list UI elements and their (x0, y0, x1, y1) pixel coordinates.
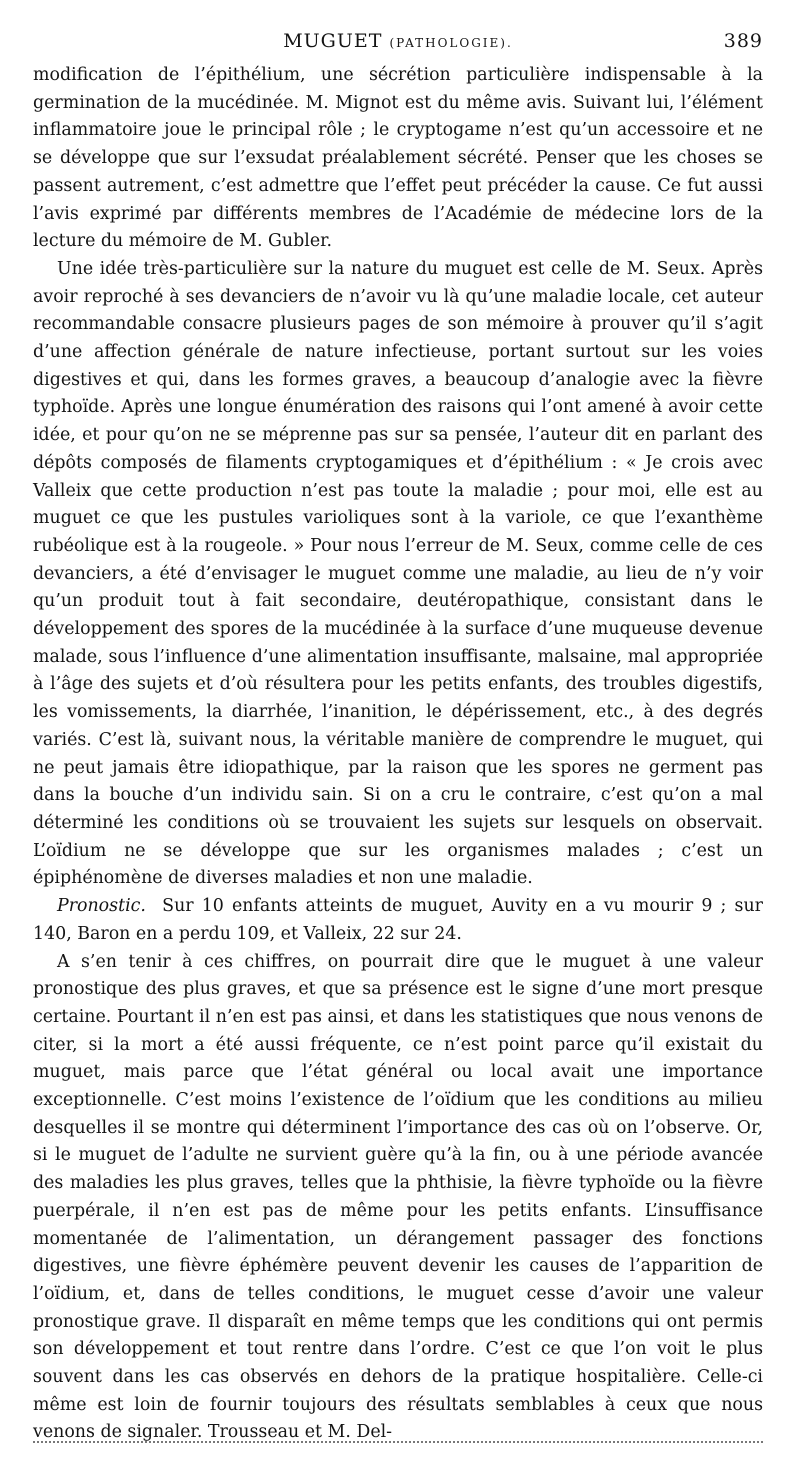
paragraph-seux: Une idée très-particulière sur la nature du muguet est celle de M. Seux. Après avoir reproché à ses devanciers de n’avoir vu là qu’une maladie locale, cet auteur recommandable consacre plusieurs pages de son mémoire à prouver qu’il s’agit d’une affection générale de nature infectieuse, portant surtout sur les voies digestives et qui, dans les formes graves, a beaucoup d’analogie avec la fièvre typhoïde. Après une longue énumération des raisons qui l’ont amené à avoir cette idée, et pour qu’on ne se méprenne pas sur sa pensée, l’auteur dit en parlant des dépôts composés de filaments cryptogamiques et d’épithélium : « Je crois avec Valleix que cette production n’est pas toute la maladie ; pour moi, elle est au muguet ce que les pustules varioliques sont à la variole, ce que l’exanthème rubéolique est à la rougeole. » Pour nous l’erreur de M. Seux, comme celle de ces devanciers, a été d’envisager le muguet comme une maladie, au lieu de n’y voir qu’un produit tout à fait secondaire, deutéropathique, consistant dans le développement des spores de la mucédinée à la surface d’une muqueuse devenue malade, sous l’influence d’une alimentation insuffisante, malsaine, mal appropriée à l’âge des sujets et d’où résultera pour les petits enfants, des troubles digestifs, les vomissements, la diarrhée, l’inanition, le dépérissement, etc., à des degrés variés. C’est là, suivant nous, la véritable manière de comprendre le muguet, qui ne peut jamais être idiopathique, par la raison que les spores ne germent pas dans la bouche d’un individu sain. Si on a cru le contraire, c’est qu’on a mal déterminé les conditions où se trouvaient les sujets sur lesquels on observait. L’oïdium ne se développe que sur les organismes malades ; c’est un épiphénomène de diverses maladies et non une maladie. (33, 258, 763, 889)
paragraph-continuation: modification de l’épithélium, une sécrétion particulière indispensable à la germination de la mucédinée. M. Mignot est du même avis. Suivant lui, l’élément inflammatoire joue le principal rôle ; le cryptogame n’est qu’un accessoire et ne se développe que sur l’exsudat préalablement sécrété. Penser que les choses se passent autrement, c’est admettre que l’effet peut précéder la cause. Ce fut aussi l’avis exprimé par différents membres de l’Académie de médecine lors de la lecture du mémoire de M. Gubler. (33, 65, 763, 252)
running-title-sub: (PATHOLOGIE). (389, 36, 513, 50)
pronostic-text: Sur 10 enfants atteints de muguet, Auvity en a vu mourir 9 ; sur 140, Baron en a perdu 109, et Valleix, 22 sur 24. (33, 896, 763, 944)
running-head (33, 30, 763, 54)
running-title-main: MUGUET (283, 30, 383, 52)
page-number: 389 (723, 30, 763, 52)
section-label-pronostic: Pronostic. (57, 896, 146, 917)
paragraph-chiffres: A s’en tenir à ces chiffres, on pourrait dire que le muguet à une valeur pronostique des plus graves, et que sa présence est le signe d’une mort presque certaine. Pourtant il n’en est pas ainsi, et dans les statistiques que nous venons de citer, si la mort a été aussi fréquente, ce n’est point parce qu’il existait du muguet, mais parce que l’état général ou local avait une importance exceptionnelle. C’est moins l’existence de l’oïdium que les conditions au milieu desquelles il se montre qui déterminent l’importance des cas où on l’observe. Or, si le muguet de l’adulte ne survient guère qu’à la fin, ou à une période avancée des maladies les plus graves, telles que la phthisie, la fièvre typhoïde ou la fièvre puerpérale, il n’en est pas de même pour les petits enfants. L’insuffisance momentanée de l’alimentation, un dérangement passager des fonctions digestives, une fièvre éphémère peuvent devenir les causes de l’apparition de l’oïdium, et, dans de telles conditions, le muguet cesse d’avoir une valeur pronostique grave. Il disparaît en même temps que les conditions qui ont permis son développement et tout rentre dans l’ordre. C’est ce que l’on voit le plus souvent dans les cas observés en dehors de la pratique hospitalière. Celle-ci même est loin de fournir toujours des résultats semblables à ceux que nous venons de signaler. Trousseau et M. Del- (33, 951, 763, 1443)
page (33, 30, 763, 1447)
body-text (33, 62, 763, 1447)
running-title (33, 30, 763, 52)
footer-rule (33, 1441, 763, 1443)
paragraph-pronostic (33, 893, 763, 948)
